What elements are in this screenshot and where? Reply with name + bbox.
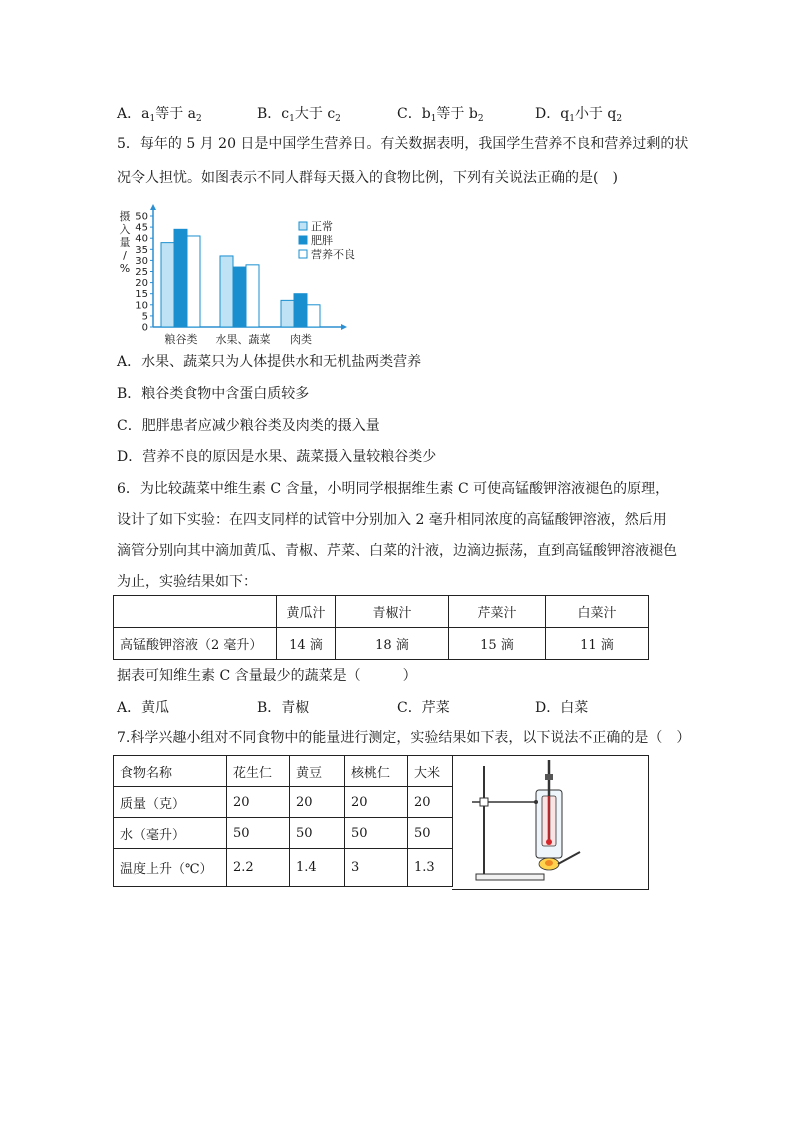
table-header-row — [114, 596, 649, 628]
bar — [294, 294, 307, 327]
x-tick-label: 肉类 — [290, 333, 312, 346]
y-tick-label: 40 — [135, 233, 148, 245]
table-cell: 18 滴 — [336, 628, 449, 660]
bar — [233, 267, 246, 327]
table-cell: 1.3 — [408, 849, 453, 887]
table-cell: 3 — [345, 849, 408, 887]
y-axis-label-char: 量 — [119, 236, 131, 249]
bar — [281, 300, 294, 327]
y-tick-label: 20 — [135, 278, 148, 290]
table-cell: 20 — [408, 787, 453, 818]
table-cell: 14 滴 — [277, 628, 336, 660]
q5-option-d: D．营养不良的原因是水果、蔬菜摄入量较粮谷类少 — [117, 449, 437, 465]
table-cell: 2.2 — [227, 849, 290, 887]
q4-option-a: A．$a_1$等于 $a_2$ — [117, 106, 202, 124]
table-header-cell: 芹菜汁 — [449, 596, 546, 628]
table-header-cell: 大米 — [408, 756, 453, 787]
table-header-cell: 黄瓜汁 — [277, 596, 336, 628]
q4-option-d: D．$q_1$小于 $q_2$ — [535, 106, 623, 124]
x-tick-label: 水果、蔬菜 — [215, 333, 271, 346]
q6-stem-line-2: 设计了如下实验：在四支同样的试管中分别加入 2 毫升相同浓度的高锰酸钾溶液，然后用 — [117, 512, 667, 528]
bar — [307, 305, 320, 327]
y-tick-label: 25 — [135, 267, 148, 278]
bar — [161, 243, 174, 327]
table-cell — [114, 596, 277, 628]
table-cell: 温度上升（℃） — [114, 849, 227, 887]
q6-result-table — [113, 595, 649, 660]
y-axis-label-char: 入 — [119, 223, 131, 236]
q6-option-b: B．青椒 — [257, 700, 310, 716]
q4-option-c: C．$b_1$等于 $b_2$ — [397, 106, 484, 124]
x-tick-label: 粮谷类 — [164, 333, 198, 346]
table-header-cell: 白菜汁 — [546, 596, 649, 628]
q5-option-c: C．肥胖患者应减少粮谷类及肉类的摄入量 — [117, 418, 380, 434]
bar — [220, 256, 233, 327]
table-cell: 20 — [290, 787, 345, 818]
table-cell: 1.4 — [290, 849, 345, 887]
table-header-cell: 核桃仁 — [345, 756, 408, 787]
bar — [174, 229, 187, 327]
table-row — [114, 849, 453, 887]
x-axis-arrow — [341, 324, 347, 330]
bar — [187, 236, 200, 327]
table-cell: 20 — [227, 787, 290, 818]
q6-option-c: C．芹菜 — [397, 700, 450, 716]
y-tick-label: 10 — [135, 300, 148, 312]
legend-label: 正常 — [311, 220, 333, 233]
table-cell: 质量（克） — [114, 787, 227, 818]
q6-question: 据表可知维生素 C 含量最少的蔬菜是（ ） — [117, 668, 417, 684]
q6-option-d: D．白菜 — [535, 700, 589, 716]
table-cell: 50 — [408, 818, 453, 849]
bar — [246, 265, 259, 327]
y-axis-label-char: / — [123, 249, 127, 262]
q6-stem-line-3: 滴管分别向其中滴加黄瓜、青椒、芹菜、白菜的汁液，边滴边振荡，直到高锰酸钾溶液褪色 — [117, 543, 677, 559]
table-cell: 50 — [345, 818, 408, 849]
legend-swatch — [299, 222, 307, 230]
q5-stem-line-1: 5．每年的 5 月 20 日是中国学生营养日。有关数据表明，我国学生营养不良和营养过剩的状 — [117, 136, 689, 152]
table-row — [114, 787, 453, 818]
q5-option-a: A．水果、蔬菜只为人体提供水和无机盐两类营养 — [117, 354, 422, 370]
y-tick-label: 5 — [141, 311, 148, 323]
table-cell: 11 滴 — [546, 628, 649, 660]
q6-stem-line-1: 6．为比较蔬菜中维生素 C 含量，小明同学根据维生素 C 可使高锰酸钾溶液褪色的原理， — [117, 481, 670, 497]
legend-label: 肥胖 — [311, 234, 333, 247]
y-tick-label: 15 — [135, 289, 148, 301]
table-cell: 高锰酸钾溶液（2 毫升） — [114, 628, 277, 660]
q7-stem: 7.科学兴趣小组对不同食物中的能量进行测定，实验结果如下表，以下说法不正确的是（ ） — [117, 730, 691, 746]
y-tick-label: 35 — [135, 244, 148, 256]
y-tick-label: 30 — [135, 255, 148, 267]
table-cell: 50 — [290, 818, 345, 849]
table-header-cell: 食物名称 — [114, 756, 227, 787]
table-cell: 水（毫升） — [114, 818, 227, 849]
table-row — [114, 628, 649, 660]
legend-label: 营养不良 — [311, 248, 355, 261]
table-header-cell: 花生仁 — [227, 756, 290, 787]
calorimeter-figure — [452, 755, 649, 890]
table-cell: 20 — [345, 787, 408, 818]
legend-swatch — [299, 236, 307, 244]
table-header-cell: 黄豆 — [290, 756, 345, 787]
y-axis-arrow — [150, 204, 156, 210]
q7-energy-table — [113, 755, 453, 887]
q5-option-b: B．粮谷类食物中含蛋白质较多 — [117, 386, 310, 402]
legend-swatch — [299, 250, 307, 258]
food-intake-bar-chart — [115, 202, 365, 350]
table-header-row — [114, 756, 453, 787]
y-tick-label: 0 — [141, 322, 148, 334]
table-cell: 15 滴 — [449, 628, 546, 660]
calorimeter-apparatus-illustration — [452, 756, 648, 889]
table-header-cell: 青椒汁 — [336, 596, 449, 628]
y-tick-label: 45 — [135, 222, 148, 234]
q6-option-a: A．黄瓜 — [117, 700, 170, 716]
q5-stem-line-2: 况令人担忧。如图表示不同人群每天摄入的食物比例，下列有关说法正确的是( ) — [117, 170, 618, 186]
y-axis-label-char: 摄 — [119, 210, 131, 223]
y-axis-label-char: % — [119, 262, 131, 275]
q6-stem-line-4: 为止，实验结果如下： — [117, 574, 257, 590]
table-row — [114, 818, 453, 849]
table-cell: 50 — [227, 818, 290, 849]
y-tick-label: 50 — [135, 211, 148, 223]
q4-option-b: B．$c_1$大于 $c_2$ — [257, 106, 341, 124]
